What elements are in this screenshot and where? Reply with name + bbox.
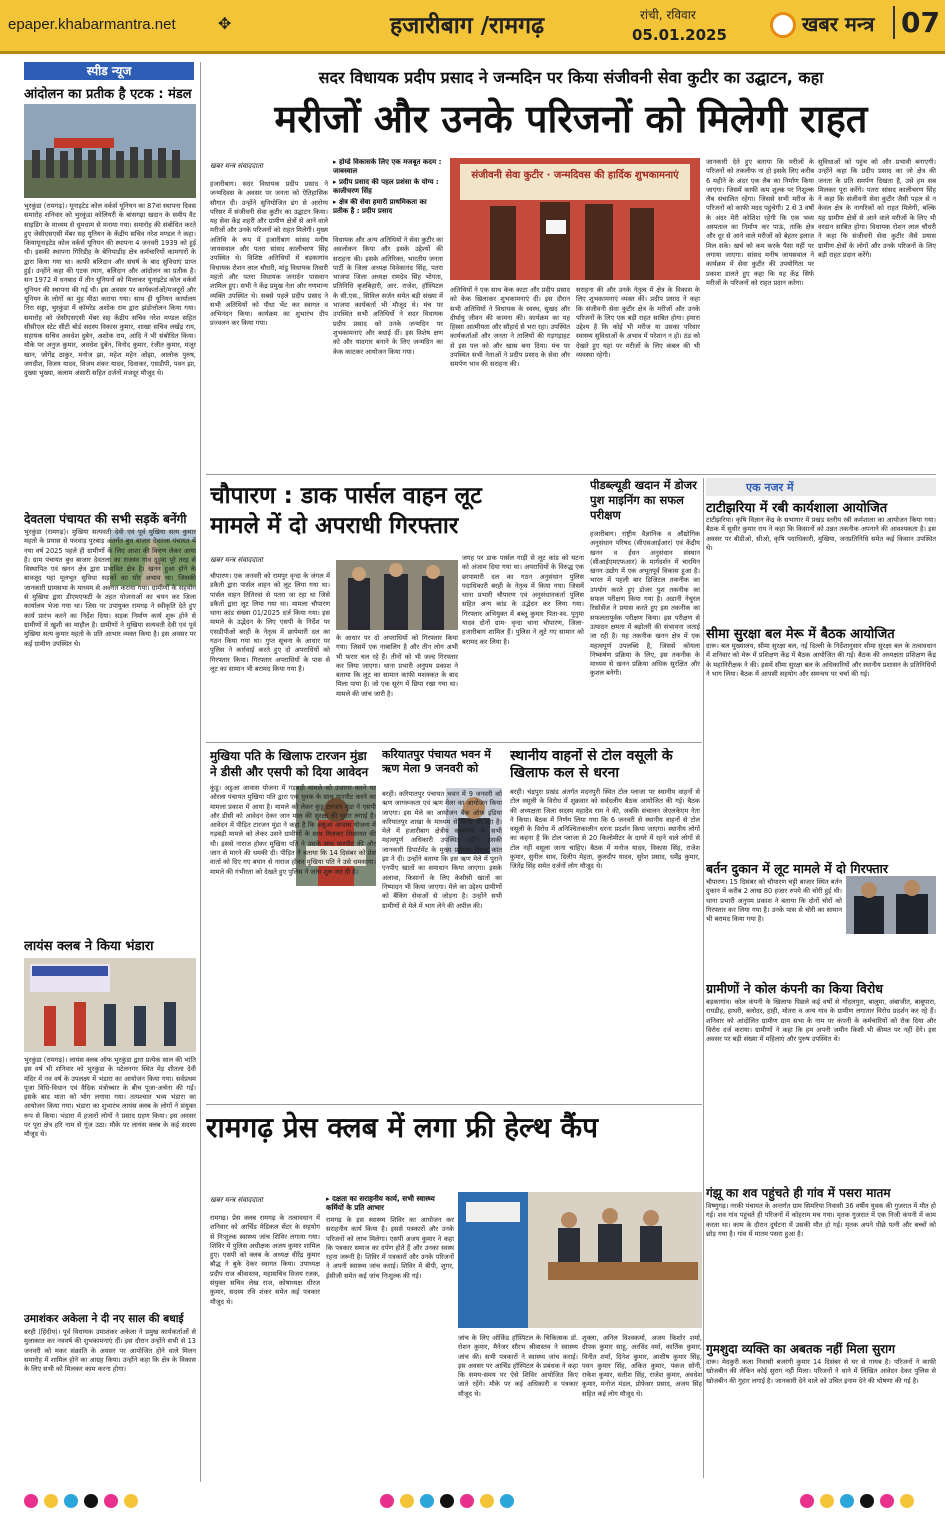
decor-dot <box>440 1494 454 1508</box>
left-story2-body: भुरकुंडा (रामगढ़)। मुखिया सत्यवती देवी एवं पूर्व मुखिया सत्य कुमार महतो के प्रयास से फरवाड़ पुरबाड़ अंतर्गत बुध बाजार देवतला पंचायत में नया वर्ष 2025 पहले ही ग्रामीणों के लिए आशा की किरण लेकर आया है। ग्राम पंचायत बुध बाजार देवतला का राजस्व गांव दुड़ूवा पूरे तरह से विस्थापित एवं खनन क्षेत्र द्वारा प्रभावित क्षेत्र है। खनन हुआ होने के बावजूद यहां मूलभूत सुविधा सड़कों का घोर अभाव था। जिसकी जानकारी ग्रामसभा के माध्यम से अवगत कराया गया। ग्रामीणों के सहयोग से मुखिया द्वारा डीएमएफटी के तहत योजनाओं का चयन कर जिला कार्यालय भेजा गया था। जिस पर उपायुक्त रामगढ़ ने स्वीकृति देते हुए कार्य प्रारंभ करने का निर्देश दिया। सड़क निर्माण कार्य शुरू होने से ग्रामीणों में खुशी का माहौल है। ग्रामीणों ने मुखिया सत्यवती देवी एवं पूर्व मुखिया सत्य कुमार महतो के प्रति आभार व्यक्त किया है। इस अवसर पर कई ग्रामीण उपस्थित थे। <box>24 528 196 648</box>
lead-col3: अतिथियों ने एक साथ केक काटा और प्रदीप प्रसाद को केक खिलाकर शुभकामनाएं दीं। इस दौरान सभी अतिथियों ने विधायक के स्वस्थ, सुखद और दीर्घायु जीवन की कामना की। कार्यक्रम का यह हिस्सा आत्मीयता और सौहार्द से भरा रहा। उपस्थित कार्यकर्ताओं और जनता ने तालियों की गड़गड़ाहट से इस पल को और खास बना दिया। मंच पर उपस्थित सभी नेताओं ने प्रदीप प्रसाद के सेवा और समर्पण भाव की सराहना की। <box>450 286 570 369</box>
decor-dot <box>460 1494 474 1508</box>
mid-rule <box>206 742 702 743</box>
left-story1-headline: आंदोलन का प्रतीक है एटक : मंडल <box>24 87 192 102</box>
decor-dot <box>860 1494 874 1508</box>
chauparan-col3: जगह पर डाक पार्सल गाड़ी से लूट कांड को घटना को अंजाम दिया गया था। अपराधियों के विरुद्ध एक छापामारी दल का गठन अनुसंधान पुलिस पदाधिकारी बरही के नेतृत्व में किया गया। जिसमें थाना प्रभारी चौपारण एवं अनुसंधानकर्ता पुलिस सहित अन्य कांड के उद्भेदन कर लिया गया। गिरफ्तार अभियुक्त में बब्लू कुमार पिता-स्व. पुनुमा यादव दोनों ग्राम- वृन्दा थाना चौपारण, जिला- हजारीबाग शामिल हैं। पुलिस ने लूटे गए सामान को बरामद कर लिया है। <box>462 554 584 646</box>
lead-bottom-rule <box>206 474 936 475</box>
lead-bullet: ▸ क्षेत्र की सेवा हमारी प्राथमिकता का प्रतीक है : प्रदीप प्रसाद <box>333 198 427 215</box>
health-col1: रामगढ़। प्रेस क्लब रामगढ़ के तत्वावधान में शनिवार को आर्चिड मेडिकल सेंटर के सहयोग से निःशुल्क स्वास्थ्य जांच शिविर लगाया गया। शिविर में पुलिस अधीक्षक अजय कुमार शामिल हुए। एसपी को क्लब के अध्यक्ष वीरेंद्र कुमार बौद्ध ने बुके देकर स्वागत किया। उपाध्यक्ष प्रदीप राज श्रीवास्तव, महासचिव विजय रजक, संयुक्त सचिव लेख राज, कोषाध्यक्ष धीरज कुमार, सदस्य रवि शंकर समेत कई पत्रकार मौजूद थे। <box>210 1214 320 1306</box>
lead-bullets <box>333 158 443 216</box>
right-story1-headline: टाटीझरिया में रबी कार्यशाला आयोजित <box>706 501 888 516</box>
decor-dot <box>840 1494 854 1508</box>
lead-col4: सराहना की और उनके नेतृत्व में क्षेत्र के विकास के लिए शुभकामनाएं व्यक्त कीं। प्रदीप प्रसाद ने कहा कि संजीवनी सेवा कुटीर क्षेत्र के मरीजों और उनके परिजनों के लिए एक बड़ी राहत साबित होगा। हमारा उद्देश्य है कि कोई भी मरीज या उसका परिवार स्वास्थ्य सुविधाओं के अभाव में परेशान न हो। ठंड को देखते हुए यहां पर मरीजों के लिए कंबल की भी व्यवस्था रहेगी। <box>576 286 700 360</box>
section-title: हजारीबाग /रामगढ़ <box>390 13 545 39</box>
chauparan-headline-line2: मामले में दो अपराधी गिरफ्तार <box>210 513 459 539</box>
lead-col1: हजारीबाग। सदर विधायक प्रदीप प्रसाद ने जन्मदिवस के अवसर पर जनता को ऐतिहासिक सौगात दी। उन्होंने सुनियोजित ढंग से आरोग्य परिसर में संजीवनी सेवा कुटीर का उद्घाटन किया। यह सेवा केंद्र शहरी और ग्रामीण क्षेत्रों से आने वाले मरीजों और उनके परिजनों को राहत मिलेगी। मुख्य अतिथि के रूप में हजारीबाग सांसद मनीष जायसवाल और पतरा सांसद कालीचरण सिंह उपस्थित थे। विशिष्ट अतिथियों में बड़कागांव विधायक रोशन लाल चौधरी, मांडू विधायक तिवारी महतो और पतरा विधायक जनार्दन पासवान शामिल हुए। सभी ने केंद्र प्रमुख नेता और गणमान्य व्यक्ति उपस्थित थे। सबसे पहले प्रदीप प्रसाद ने सभी अतिथियों को पौधा भेंट कर स्वागत व अभिनंदन किया। कार्यक्रम का शुभारंभ दीप प्रज्वलन कर किया गया। <box>210 180 328 328</box>
site-url[interactable]: epaper.khabarmantra.net <box>8 16 176 33</box>
right-story5-body: विष्णुगढ़। नरकी पंचायत के अन्तर्गत ग्राम सिमरिया निवासी 36 वर्षीय युवक की गुजरात में मौत हो गई। शव गांव पहुंचते ही परिजनों में कोहराम मच गया। मृतक गुजरात में एक निजी कंपनी में काम करता था। काम के दौरान दुर्घटना में उसकी मौत हो गई। मृतक अपने पीछे पत्नी और बच्चों को छोड़ गया है। गांव में मातम पसरा हुआ है। <box>706 1202 936 1238</box>
lead-kicker: सदर विधायक प्रदीप प्रसाद ने जन्मदिन पर किया संजीवनी सेवा कुटीर का उद्घाटन, कहा <box>318 68 824 87</box>
right-story3-headline: बर्तन दुकान में लूट मामले में दो गिरफ्तार <box>706 861 888 876</box>
toll-headline: स्थानीय वाहनों से टोल वसूली के खिलाफ कल से धरना <box>510 748 673 781</box>
arrested-accused-photo <box>336 560 458 630</box>
left-story2-headline: देवतला पंचायत की सभी सड़कें बनेंगी <box>24 512 187 526</box>
mukhiya-body: कुंडू। अडुआ आवास योजना में गड़बड़ी मामले को उजागर करने पर ओरला पंचायत मुखिया पति द्वारा एक युवक के साथ मारपीट करने का मामला प्रकाश में आया है। मामले को लेकर कुंडू टारजन मुंडा ने एसपी और डीसी को आवेदन देकर जान माल की सुरक्षा की गुहार लगाई है। आवेदन में पीड़ित टारजन मुंडा ने कहा है कि अबुआ आवास योजना में गड़बड़ी मामले को लेकर उसने ग्रामीणों के साथ मिलकर शिकायत की थी। इससे नाराज होकर मुखिया पति ने उसके साथ मारपीट की और जान से मारने की धमकी दी। पीड़ित ने बताया कि 14 दिसंबर को प्रेस वार्ता को दिए गए बयान से नाराज होकर मुखिया पति ने उसे धमकाया। मामले की गंभीरता को देखते हुए पुलिस ने जांच शुरू कर दी है। <box>210 784 376 876</box>
footer-dots-center <box>380 1494 560 1510</box>
edition-date: 05.01.2025 <box>632 26 727 44</box>
right-story1-body: टाटीझरिया। कृषि विज्ञान केंद्र के सभागार में प्रखंड स्तरीय रबी कर्मशाला का आयोजन किया गया। बैठक में सुधीर कुमार राय ने कहा कि किसानों को उन्नत तकनीक अपनाने की आवश्यकता है। इस अवसर पर बीडीओ, सीओ, कृषि पदाधिकारी, मुखिया, जनप्रतिनिधि समेत कई किसान उपस्थित थे। <box>706 516 936 552</box>
brand-name: खबर मन्त्र <box>802 12 875 36</box>
decor-dot <box>44 1494 58 1508</box>
karyiyatpur-body: बरही। करियातपुर पंचायत भवन में 9 जनवरी को ऋण जागरूकता एवं ऋण मेला का आयोजन किया जाएगा। इस मेले का आयोजन बैंक ऑफ इंडिया करियातपुर शाखा के माध्यम से किया जा रहा है। मेले में हजारीबाग क्षेत्रीय कार्यालय के सभी महत्वपूर्ण अधिकारी उपस्थित रहेंगे। इसकी जानकारी डिपार्टमेंट के मुख्य प्रबंधक विमल कांत झा ने दी। उन्होंने बताया कि इस ऋण मेले में पुराने एनपीए खातों का समाधान किया जाएगा। इसके अलावा, किसानों के लिए केसीसी खातों का निष्पादन भी किया जाएगा। मेले का उद्देश्य ग्रामीणों को बैंकिंग सेवाओं से जोड़ना है। उन्होंने सभी ग्रामीणों से मेले में भाग लेने की अपील की। <box>382 790 502 910</box>
left-story4-headline: उमाशंकर अकेला ने दी नए साल की बधाई <box>24 1313 184 1325</box>
health-col2: रामगढ़ के इस स्वास्थ्य शिविर का आयोजन कर सराहनीय कार्य किया है। इससे पत्रकारों और उनके परिजनों को लाभ मिलेगा। एसपी अजय कुमार ने कहा कि पत्रकार समाज का दर्पण होते हैं और उनका स्वस्थ रहना जरूरी है। शिविर में पत्रकारों और उनके परिजनों ने अपनी स्वास्थ्य जांच कराई। शिविर में बीपी, शुगर, ईसीजी समेत कई जांच निःशुल्क की गई। <box>326 1216 454 1280</box>
footer-dots-right <box>800 1494 940 1510</box>
health-col4: शुक्ला, अनिल विश्वकर्मा, अजय किशोर शर्मा, दीपक कुमार साहू, अरविंद वर्मा, कार्तिक कुमार, विनीत शर्मा, दिनेश कुमार, आशीष कुमार सिंह, पवन कुमार सिंह, अंकित कुमार, पंकज सोनी, राकेश कुमार, सतीश सिंह, राजेश कुमार, अवधेश कुमार, मनोज मंडल, प्रोफेसर प्रसाद, अजय सिंह सहित कई लोग मौजूद थे। <box>582 1334 702 1398</box>
decor-dot <box>104 1494 118 1508</box>
footer-dots-left <box>24 1494 184 1510</box>
chauparan-col2: के आधार पर दो अपराधियों को गिरफ्तार किया गया। जिसमें एक नाबालिग है और तीन लोग अभी भी फरार चल रहे हैं। तीनों को भी जल्द गिरफ्तार कर लिया जाएगा। थाना प्रभारी अनुपम प्रकाश ने बताया कि लूट का सामान काफी मशक्कत के बाद मिला पाया है। जो एक सूरंग में छिपा रखा गया था। मामले की जांच जारी है। <box>336 634 458 698</box>
decor-dot <box>880 1494 894 1508</box>
ek-nazar-tag <box>706 478 936 496</box>
lions-club-photo <box>24 958 196 1052</box>
health-headline: रामगढ़ प्रेस क्लब में लगा फ्री हेल्थ कैंप <box>206 1111 599 1144</box>
lead-bullet: ▸ प्रदीप प्रसाद की पहल प्रशंसा के योग्य : कालीचरण सिंह <box>333 178 439 195</box>
decor-dot <box>500 1494 514 1508</box>
brand-logo-icon <box>770 12 796 38</box>
mukhiya-headline: मुखिया पति के खिलाफ टारजन मुंडा ने डीसी और एसपी को दिया आवेदन <box>210 749 369 779</box>
left-column-divider <box>200 62 201 1482</box>
right-story4-headline: ग्रामीणों ने कोल कंपनी का किया विरोध <box>706 981 883 996</box>
decor-dot <box>84 1494 98 1508</box>
right-story3-body: चौपारण। 15 दिसंबर को चौपारण चट्टी बाजार स्थित बर्तन दुकान में करीब 2 लाख 80 हजार रुपये की चोरी हुई थी। थाना प्रभारी अनुपम प्रकाश ने बताया कि दोनों चोरों को गिरफ्तार कर लिया गया है। उनके पास से चोरी का सामान भी बरामद किया गया है। <box>706 878 842 924</box>
right-column-divider <box>703 478 704 1478</box>
karyiyatpur-headline: करियातपुर पंचायत भवन में ऋण मेला 9 जनवरी को <box>382 748 491 775</box>
lead-bullet: ▸ होम्डे विकासके लिए एक मजबूत कदम : जाबस्वाल <box>333 158 442 175</box>
right-story2-headline: सीमा सुरक्षा बल मेरू में बैठक आयोजित <box>706 627 895 642</box>
health-subhead: ▸ दक्षता का सराहनीय कार्य, सभी स्वास्थ्य कर्मियों के प्रति आभार <box>326 1194 435 1212</box>
decor-dot <box>820 1494 834 1508</box>
coal-body: हजारीबाग। राष्ट्रीय वैज्ञानिक व औद्योगिक अनुसंधान परिषद (सीएसआईआर) एवं केंद्रीय खनन व ईंधन अनुसंधान संस्थान (सीआईएमएफआर) के मार्गदर्शन में चारमिन खनन उद्योग में एक अभूतपूर्व विकास हुआ है। भारत में पहली बार डिजिटल तकनीक का उपयोग करते हुए डोजर पुश तकनीक का सफल परीक्षण किया गया है। अडानी नेचुरल रिसोर्सेज ने प्रयास करते हुए इस तकनीक का सफलतापूर्वक परीक्षण किया। इस परीक्षण से उत्पादन क्षमता में बढ़ोतरी की संभावना जताई जा रही है। यह तकनीक खनन क्षेत्र में एक महत्वपूर्ण उपलब्धि है, जिससे कोयला निष्कर्षण प्रक्रिया के लिए, इस तकनीक के माध्यम से खनन प्रक्रिया अधिक सुरक्षित और कुशल बनेगी। <box>590 530 700 678</box>
right-story4-body: बड़कागांव। कोल कंपनी के खिलाफ पिछले कई वर्षों से गोंदलपुरा, बालुमा, अंबाजीत, बाबूपारा, रायडीह, हाथरी, बलोदर, हाही, मोतरा व अन्य गांव के ग्रामीण लगातार विरोध प्रदर्शन कर रहे हैं। शनिवार को आंदोलित ग्रामीण ग्राम सभा के नाम पर कंपनी के कर्मचारियों को रोक दिया और विरोध दर्ज कराया। ग्रामीणों ने कहा कि हम अपनी जमीन किसी भी कीमत पर नहीं देंगे। इस अवसर पर बड़ी संख्या में महिलाएं और पुरुष उपस्थित थे। <box>706 998 936 1044</box>
decor-dot <box>420 1494 434 1508</box>
left-story1-body: भुरकुंडा (रामगढ़)। यूनाइटेड कोल वर्कर्स यूनियन का 87वां स्थापना दिवस समारोह शनिवार को भुरकुंडा कोलियरी के बांसगढ़ा खदान के समीप वैट साइडिंग के माध्यम से धूमधाम से मनाया गया। समारोह की संबोधित करते हुए जेसीएसएसी मेंबर सह यूनियन के केंद्रीय सचिव नरेश मण्डल ने कहा। कियायूनाइटेड कोल वर्कर्स यूनियन की स्थापना 4 जनवरी 1939 को हुई थी। इसकी स्थापना गिरिडीह के बेनियाडीह क्षेत्र कर्मचारियों कामगारों के द्वारा किया गया था। काफी बलिदान और संघर्ष के बाद सुविधाएं प्राप्त हुई। उन्होंने कहा की एटक त्याग, बलिदान और आंदोलन का प्रतीक है। सन 1972 में धनबाद में तीन यूनियनों को मिलाकर यूनाइटेड कोल वर्कर्स यूनियन की स्थापना की गई थी। इस अवसर पर कार्यकर्ताओं/मजदूरों और यूनियन के लोगों का मुंह मीठा कराया गया। साथ ही यूनियन कार्यालय निरा सड्डा, भुरकुंडा में कॉमरेड अशोक राम द्वारा झंडोत्तोलन किया गया। समारोह को जेसीएसएसी मेंबर सह केंद्रीय सचिव नरेश मण्डल सहित सीसीएल स्टेट सीटी बोर्ड सदस्य विकास कुमार, शाखा सचिव लखेंद्र राय, सहायक सचिव अवधेश दुबेन, अशोक राम, आदि ने भी संबोधित किया। मौके पर अनुज कुमार, अवधेश दुबेन, विनोद कुमार, रंजीत कुमार, मंजूर खान, जोगेंद्र ठाकुर, मनोज झा, महेश महेन ओझा, आलोक पुरुष, जगदीश, विजय यादव, विजय शंकर यादव, दिवाकर, एसडीपी, पवन झा, दुख्या भुख्या, कलाम अंसारी सहित दर्जनों मजदूर मौजूद थे। <box>24 202 196 378</box>
union-rally-photo <box>24 104 196 198</box>
health-camp-photo <box>458 1192 702 1328</box>
decor-dot <box>24 1494 38 1508</box>
page-number: 07 <box>893 6 940 39</box>
lead-headline: मरीजों और उनके परिजनों को मिलेगी राहत <box>274 97 868 141</box>
lead-col6: सुविधाओं को पहुंच को और प्रभावी बनाएगी। उन्होंने कहा कि प्रदीप प्रसाद का जो क्षेत्र की जनता के प्रति समर्पण दिखता है, उसे हम सब मिलकर पूरा करेंगे। पतरा सांसद कालीचरण सिंह ने कहा कि संजीवनी सेवा कुटीर जैसी पहल से न केवल क्षेत्र के नागरिकों को राहत मिलेगी, बल्कि यह ग्रामीण क्षेत्रों से आने वाले मरीजों के लिए भी वरदान साबित होगा। विधायक रोशन लाल चौधरी ने कहा कि संजीवनी सेवा कुटीर जैसे प्रयास ग्रामीण क्षेत्रों के लोगों और उनके परिजनों के लिए बड़ी राहत प्रदान करेंगे। <box>818 158 936 259</box>
decor-dot <box>380 1494 394 1508</box>
chauparan-col1: चौपारण। एक जनवरी को रामपुर वृन्दा के जंगल में डकैती द्वारा पार्सल वाहन को लूट लिया गया था। पार्सल वाहन तितिरवां से पतरा जा रहा था जिसे डकैतों द्वारा लूट लिया गया था। मामला चौपारण थाना कांड संख्या 01/2025 दर्ज किया गया। इस मामले के उद्भेदन के लिए एसपी के निर्देश पर एसडीपीओ बरही के नेतृत्व में छापेमारी दल का गठन किया गया था। गुप्त सूचना के आधार पर पुलिस ने कार्रवाई करते हुए दो अपराधियों को गिरफ्तार किया। गिरफ्तार अपराधियों के पास से लूट का सामान भी बरामद किया गया है। <box>210 572 330 673</box>
left-story3-headline: लायंस क्लब ने किया भंडारा <box>24 939 154 954</box>
health-top-rule <box>206 1104 702 1105</box>
utensil-theft-accused-photo <box>846 876 936 934</box>
coal-headline: पीडब्ल्यूडी खदान में डोजर पुश माइनिंग का सफल परीक्षण <box>590 478 697 522</box>
decor-dot <box>800 1494 814 1508</box>
right-story6-body: दारू। मेदकुरी कला निवासी बजरंगी कुमार 14 दिसंबर से घर से गायब है। परिजनों ने काफी खोजबीन की लेकिन कोई सुराग नहीं मिला। परिजनों ने थाने में लिखित आवेदन देकर पुलिस से खोजबीन की गुहार लगाई है। जानकारी देने वाले को उचित इनाम देने की घोषणा की गई है। <box>706 1358 936 1385</box>
lead-byline: खबर मन्त्र संवाददाता <box>210 162 263 170</box>
city-day: रांची, रविवार <box>640 8 696 22</box>
masthead-bar <box>0 0 945 54</box>
right-story6-headline: गुमशुदा व्यक्ति का अबतक नहीं मिला सुराग <box>706 1342 896 1356</box>
decor-dot <box>64 1494 78 1508</box>
decor-dot <box>900 1494 914 1508</box>
speed-news-tag: स्पीड न्यूज <box>24 62 194 80</box>
lead-banner-text: संजीवनी सेवा कुटीर · जन्मदिवस की हार्दिक शुभकामनाएं <box>471 170 679 181</box>
cursor-icon: ✥ <box>218 14 232 33</box>
left-story4-body: बरही (हिंदीय)। पूर्व विधायक उमाशंकर अकेला ने प्रमुख कार्यकर्ताओं से मुलाकात कर नववर्ष की शुभकामनाएं दीं। इस दौरान उन्होंने सभी से 13 जनवरी को मकर संक्रांति के अवसर पर आयोजित होने वाले मिलन समारोह में शामिल होने का आग्रह किया। उन्होंने कहा कि क्षेत्र के विकास के लिए सभी को मिलकर काम करना होगा। <box>24 1328 196 1374</box>
right-story5-headline: गंझू का शव पहुंचते ही गांव में पसरा मातम <box>706 1186 891 1200</box>
left-story3-body: भुरकुंडा (रामगढ़)। लायंस क्लब ऑफ भुरकुंडा द्वारा प्रत्येक साल की भांति इस वर्ष भी शनिवार को भुरकुंडा के पटेलनगर स्थित मेड़ शीतला देवी मंदिर में नव वर्ष के उपलक्ष्य में भंडारा का आयोजन किया गया। सर्वप्रथम पूजा विधि-विधान एवं वैदिक मंत्रोच्चार के बीच पूजा-अर्चना की गई। इसके बाद माता को भोग लगाया गया। तत्पश्चात भव्य भंडारा का आयोजन किया गया। भंडारा का शुभारंभ लायंस क्लब के लोगों ने संयुक्त रूप से किया। भंडारा में हजारों लोगों ने प्रसाद ग्रहण किया। इस अवसर पर पूरा क्षेत्र हरि नाम से गूंज उठा। मौके पर लायंस क्लब के कई सदस्य मौजूद थे। <box>24 1056 196 1139</box>
ek-nazar-label: एक नजर में <box>746 481 794 494</box>
health-byline: खबर मन्त्र संवाददाता <box>210 1196 263 1204</box>
toll-body: बरही। चंद्रपुरा प्रखंड अंतर्गत मदनपुरी स्थित टोल प्लाजा पर स्थानीय वाहनों से टोल वसूली के विरोध में शुक्रवार को सर्वदलीय बैठक आयोजित की गई। बैठक की अध्यक्षता जिला सदस्य महादेव राम ने की, जबकि संचालन जेएलकेएम नेता ने किया। बैठक में निर्णय लिया गया कि 6 जनवरी से स्थानीय वाहनों से टोल वसूली के विरोध में अनिश्चितकालीन धरना प्रदर्शन किया जाएगा। स्थानीय लोगों का कहना है कि टोल प्लाजा से 20 किलोमीटर के दायरे में रहने वाले लोगों से टोल नहीं वसूला जाना चाहिए। बैठक में मनोज यादव, विकास सिंह, राजेश कुमार, सुनील साव, दिलीप मेहता, कुलदीप यादव, सुरेश प्रसाद, धर्मेंद्र कुमार, जितेंद्र सिंह समेत दर्जनों लोग मौजूद थे। <box>510 788 700 871</box>
right-story2-body: दारू। बल मुख्यालय, सीमा सुरक्षा बल, नई दिल्ली के निर्देशानुसार सीमा सुरक्षा बल के तत्वावधान में शनिवार को मेरू में प्रशिक्षण केंद्र में बैठक आयोजित की गई। बैठक की अध्यक्षता प्रशिक्षण केंद्र के महानिरीक्षक ने की। इसमें सीमा सुरक्षा बल के अधिकारियों और स्थानीय प्रशासन के प्रतिनिधियों ने भाग लिया। बैठक में आपसी सहयोग और समन्वय पर चर्चा की गई। <box>706 642 936 678</box>
lead-col2: विधायक और अन्य अतिथियों ने सेवा कुटीर का अवलोकन किया और इसके उद्देश्यों की सराहना की। इसके अतिरिक्त, भारतीय जनता पार्टी के जिला अध्यक्ष विवेकानंद सिंह, पतरा भाजपा जिला अध्यक्ष रामदेव सिंह भोगता, प्रतिनिधि बृजबिहारी, आर. राजेश, हॉस्पिटल के सी.एस., सिविल सर्जन समेत बड़ी संख्या में भाजपा कार्यकर्ता भी मौजूद थे। मंच पर उपस्थित सभी अतिथियों ने सदर विधायक प्रदीप प्रसाद को उनके जन्मदिन पर शुभकामनाएं और बधाई दीं। इस विशेष क्षण को और यादगार बनाने के लिए जन्मदिन का केक काटकर आयोजन किया गया। <box>333 236 443 356</box>
health-col3: जांच के लिए ऑर्किड हॉस्पिटल के चिकित्सक डॉ. रोशन कुमार, मैनेजर सौरभ श्रीवास्तव ने स्वास्थ्य जांच की। सभी पत्रकारों ने स्वास्थ्य जांच कराई। इस अवसर पर आर्चिड हॉस्पिटल के प्रबंधक ने कहा कि समय-समय पर ऐसे शिविर आयोजित किए जाते रहेंगे। मौके पर कई अधिकारी व पत्रकार मौजूद थे। <box>458 1334 578 1398</box>
lead-col5: जानकारी देते हुए बताया कि मरीजों के परिजनों को तकलीफ ना हो इसके लिए करीब 6 महीने के अंदर एक लैब का निर्माण किया जाएगा। जिसमें काफी कम शुल्क पर निशुल्क लैब संचालित रहेगा। जिससे सभी मरीज के परिजनों को काफी मदद पहुंचेगी। 2 से 3 वर्षों के अंदर मेरी कोशिश रहेगी कि एक भव्य अस्पताल का निर्माण कर पाऊं, ताकि क्षेत्र और दूर से आने वाले मरीजों को बेहतर इलाज मिल सके। खर्च को कम करके पैसा यहीं पर लगाया जाएगा। सांसद मनीष जायसवाल ने कार्यक्रम में सेवा कुटीर की उपयोगिता पर प्रकाश डालते हुए कहा कि यह केंद्र सिर्फ मरीजों के परिजनों को राहत प्रदान करेगा। <box>706 158 814 287</box>
lead-event-photo <box>450 158 700 280</box>
chauparan-headline-line1: चौपारण : डाक पार्सल वाहन लूट <box>210 483 482 509</box>
decor-dot <box>400 1494 414 1508</box>
decor-dot <box>124 1494 138 1508</box>
decor-dot <box>480 1494 494 1508</box>
chauparan-byline: खबर मन्त्र संवाददाता <box>210 556 263 564</box>
